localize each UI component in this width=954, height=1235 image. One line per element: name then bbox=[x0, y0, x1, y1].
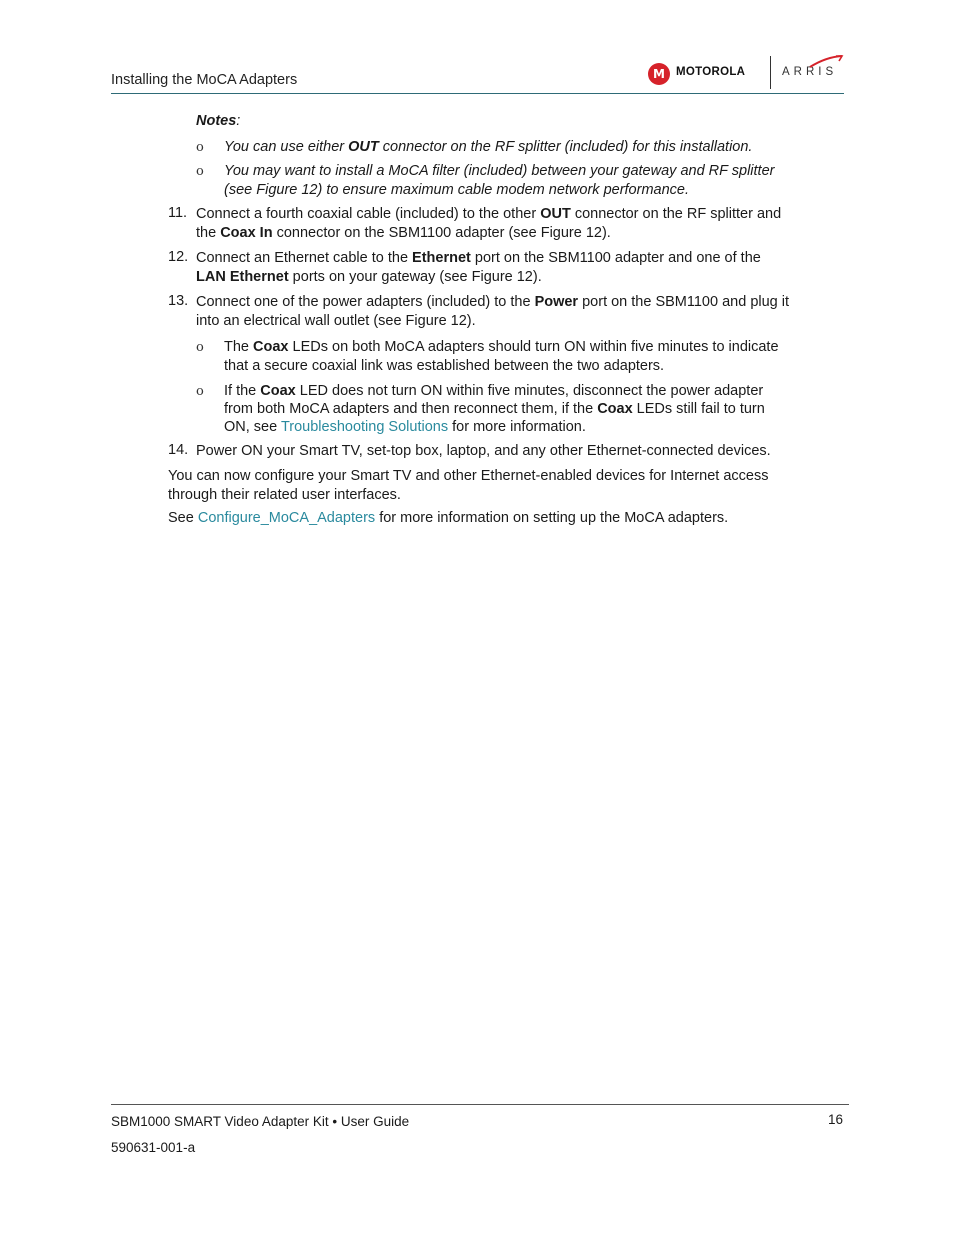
paragraph: See Configure_MoCA_Adapters for more information on setting up the MoCA adapters. bbox=[168, 510, 729, 526]
footer-divider bbox=[111, 1104, 849, 1105]
bullet-icon: ο bbox=[196, 140, 204, 155]
arris-swoosh-icon bbox=[808, 55, 844, 69]
step-text: LAN Ethernet ports on your gateway (see Figure 12). bbox=[196, 269, 542, 285]
step-text: into an electrical wall outlet (see Figure 12). bbox=[196, 313, 476, 329]
step-text: Connect an Ethernet cable to the Ethernet port on the SBM1100 adapter and one of the bbox=[196, 250, 761, 266]
step-text: Power ON your Smart TV, set-top box, laptop, and any other Ethernet-connected devices. bbox=[196, 443, 771, 459]
notes-heading: Notes: bbox=[196, 113, 241, 129]
bullet-icon: ο bbox=[196, 384, 204, 399]
motorola-logo-icon: M bbox=[648, 63, 670, 85]
running-header: Installing the MoCA Adapters bbox=[111, 72, 298, 88]
logo-divider bbox=[770, 56, 771, 89]
step-number: 14. bbox=[168, 442, 189, 458]
paragraph: You can now configure your Smart TV and other Ethernet-enabled devices for Internet access bbox=[168, 468, 769, 484]
motorola-wordmark: MOTOROLA bbox=[676, 66, 746, 78]
step-number: 12. bbox=[168, 249, 189, 265]
sub-item: from both MoCA adapters and then reconnect them, if the Coax LEDs still fail to turn bbox=[224, 401, 765, 417]
page-number: 16 bbox=[828, 1112, 844, 1127]
step-text: the Coax In connector on the SBM1100 adapter (see Figure 12). bbox=[196, 225, 611, 241]
brand-logos bbox=[648, 55, 848, 91]
note-item: You can use either OUT connector on the RF splitter (included) for this installation. bbox=[224, 139, 753, 155]
document-number: 590631-001-a bbox=[111, 1140, 196, 1155]
step-text: Connect a fourth coaxial cable (included) to the other OUT connector on the RF splitter and bbox=[196, 206, 782, 222]
bullet-icon: ο bbox=[196, 340, 204, 355]
sub-item: The Coax LEDs on both MoCA adapters should turn ON within five minutes to indicate bbox=[224, 339, 779, 355]
note-item-continued: (see Figure 12) to ensure maximum cable modem network performance. bbox=[224, 182, 689, 198]
note-item: You may want to install a MoCA filter (included) between your gateway and RF splitter bbox=[224, 163, 775, 179]
sub-item: If the Coax LED does not turn ON within five minutes, disconnect the power adapter bbox=[224, 383, 764, 399]
footer-title: SBM1000 SMART Video Adapter Kit • User Guide bbox=[111, 1114, 410, 1129]
step-text: Connect one of the power adapters (included) to the Power port on the SBM1100 and plug it bbox=[196, 294, 790, 310]
arris-wordmark: ARRIS bbox=[782, 66, 838, 78]
paragraph: through their related user interfaces. bbox=[168, 487, 401, 503]
sub-item: that a secure coaxial link was established between the two adapters. bbox=[224, 358, 665, 374]
step-number: 13. bbox=[168, 293, 189, 309]
step-number: 11. bbox=[168, 205, 188, 221]
sub-item: ON, see Troubleshooting Solutions for more information. bbox=[224, 419, 586, 435]
bullet-icon: ο bbox=[196, 164, 204, 179]
header-divider bbox=[111, 93, 844, 94]
troubleshooting-link[interactable]: Troubleshooting Solutions bbox=[280, 419, 449, 435]
configure-moca-link[interactable]: Configure_MoCA_Adapters bbox=[197, 510, 376, 526]
